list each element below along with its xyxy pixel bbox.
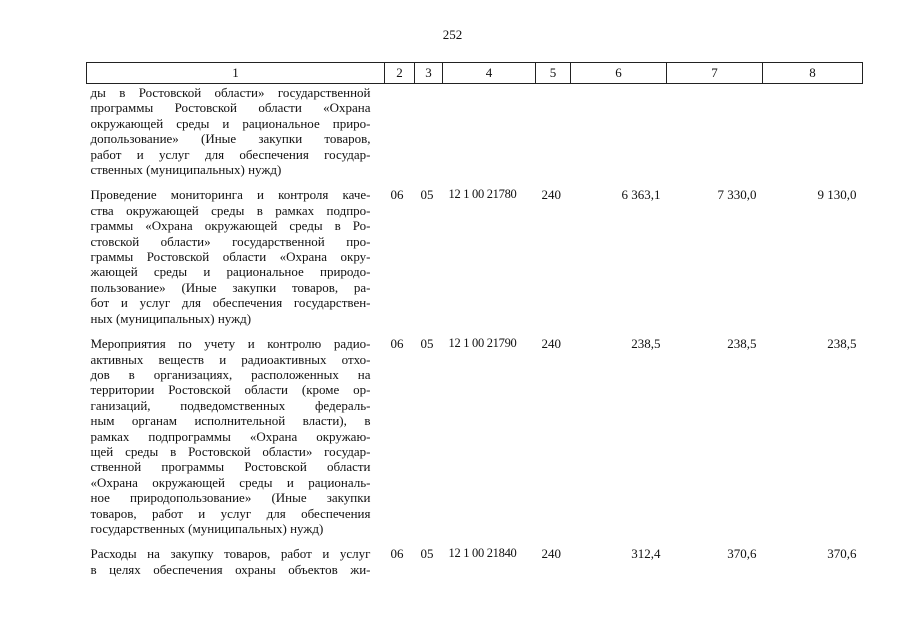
amount-col-7: 238,5 (727, 336, 757, 352)
description-line: Мероприятия по учету и контролю радио- (90, 336, 371, 352)
expense-type-code (536, 84, 571, 186)
description-line: ганизаций, подведомственных федераль- (90, 397, 371, 413)
section-code (385, 84, 415, 186)
description-line: работ и услуг для обеспечения государ- (90, 146, 371, 162)
table-row (87, 185, 863, 334)
amount-col-8 (763, 84, 863, 186)
column-number-5: 5 (536, 63, 571, 84)
description-line: программы Ростовской области «Охрана (90, 100, 371, 116)
description-line: государственных (муниципальных) нужд) (90, 520, 324, 536)
header-row (87, 63, 863, 84)
section-code: 06 (390, 336, 404, 352)
expense-type-code: 240 (541, 336, 561, 352)
description-line: ственной программы Ростовской области (90, 459, 371, 475)
amount-col-6: 238,5 (631, 336, 661, 352)
description-line: ных (муниципальных) нужд) (90, 310, 252, 326)
section-code: 06 (390, 187, 404, 203)
description-line: бот и услуг для обеспечения государствен- (90, 295, 371, 311)
description-line: граммы Ростовской области «Охрана окру- (90, 249, 371, 265)
table-row (87, 334, 863, 544)
target-article-code: 12 1 00 21840 (448, 546, 517, 561)
column-number-2: 2 (385, 63, 415, 84)
column-number-7: 7 (667, 63, 763, 84)
description-line: стовской области» государственной про- (90, 233, 371, 249)
description-line: ды в Ростовской области» государственной (90, 85, 371, 100)
amount-col-6: 6 363,1 (621, 187, 661, 203)
amount-col-6: 312,4 (631, 546, 661, 562)
subsection-code: 05 (420, 187, 434, 203)
column-number-1: 1 (87, 63, 385, 84)
row-description (87, 185, 385, 334)
description-line: товаров, работ и услуг для обеспечения (90, 505, 371, 521)
description-line: Расходы на закупку товаров, работ и услуг (90, 546, 371, 562)
description-line: «Охрана окружающей среды и рациональ- (90, 474, 371, 490)
subsection-code: 05 (420, 336, 434, 352)
amount-col-8: 238,5 (827, 336, 857, 352)
column-number-6: 6 (571, 63, 667, 84)
description-line: рамках подпрограммы «Охрана окружаю- (90, 428, 371, 444)
subsection-code: 05 (420, 546, 434, 562)
description-line: допользование» (Иные закупки товаров, (90, 131, 371, 147)
description-line: ным органам исполнительной власти), в (90, 413, 371, 429)
budget-table (86, 62, 863, 585)
row-description (87, 334, 385, 544)
description-line: окружающей среды и рациональное приро- (90, 115, 371, 131)
target-article-code (443, 84, 536, 186)
table-header (87, 63, 863, 84)
column-number-3: 3 (415, 63, 443, 84)
expense-type-code: 240 (541, 187, 561, 203)
table-body (87, 84, 863, 586)
amount-col-8: 9 130,0 (817, 187, 857, 203)
description-line: граммы «Охрана окружающей среды в Ро- (90, 218, 371, 234)
amount-col-8: 370,6 (827, 546, 857, 562)
table-row (87, 544, 863, 585)
description-line: дов в организациях, расположенных на (90, 366, 371, 382)
row-description (87, 84, 385, 186)
description-line: Проведение мониторинга и контроля каче- (90, 187, 371, 203)
amount-col-6 (571, 84, 667, 186)
description-line: щей среды в Ростовской области» государ- (90, 443, 371, 459)
description-line: активных веществ и радиоактивных отхо- (90, 351, 371, 367)
column-number-4: 4 (443, 63, 536, 84)
table-row (87, 84, 863, 186)
target-article-code: 12 1 00 21790 (448, 336, 517, 351)
subsection-code (415, 84, 443, 186)
section-code: 06 (390, 546, 404, 562)
page-number: 252 (442, 27, 463, 42)
column-number-8: 8 (763, 63, 863, 84)
amount-col-7: 7 330,0 (717, 187, 757, 203)
description-line: в целях обеспечения охраны объектов жи- (90, 561, 371, 577)
description-line: ное природопользование» (Иные закупки (90, 490, 371, 506)
amount-col-7 (667, 84, 763, 186)
expense-type-code: 240 (541, 546, 561, 562)
row-description (87, 544, 385, 585)
target-article-code: 12 1 00 21780 (448, 187, 517, 202)
description-line: жающей среды и рациональное природо- (90, 264, 371, 280)
description-line: ства окружающей среды в рамках подпро- (90, 202, 371, 218)
amount-col-7: 370,6 (727, 546, 757, 562)
description-line: ственных (муниципальных) нужд) (90, 162, 282, 178)
description-line: пользование» (Иные закупки товаров, ра- (90, 279, 371, 295)
description-line: территории Ростовской области (кроме ор- (90, 382, 371, 398)
